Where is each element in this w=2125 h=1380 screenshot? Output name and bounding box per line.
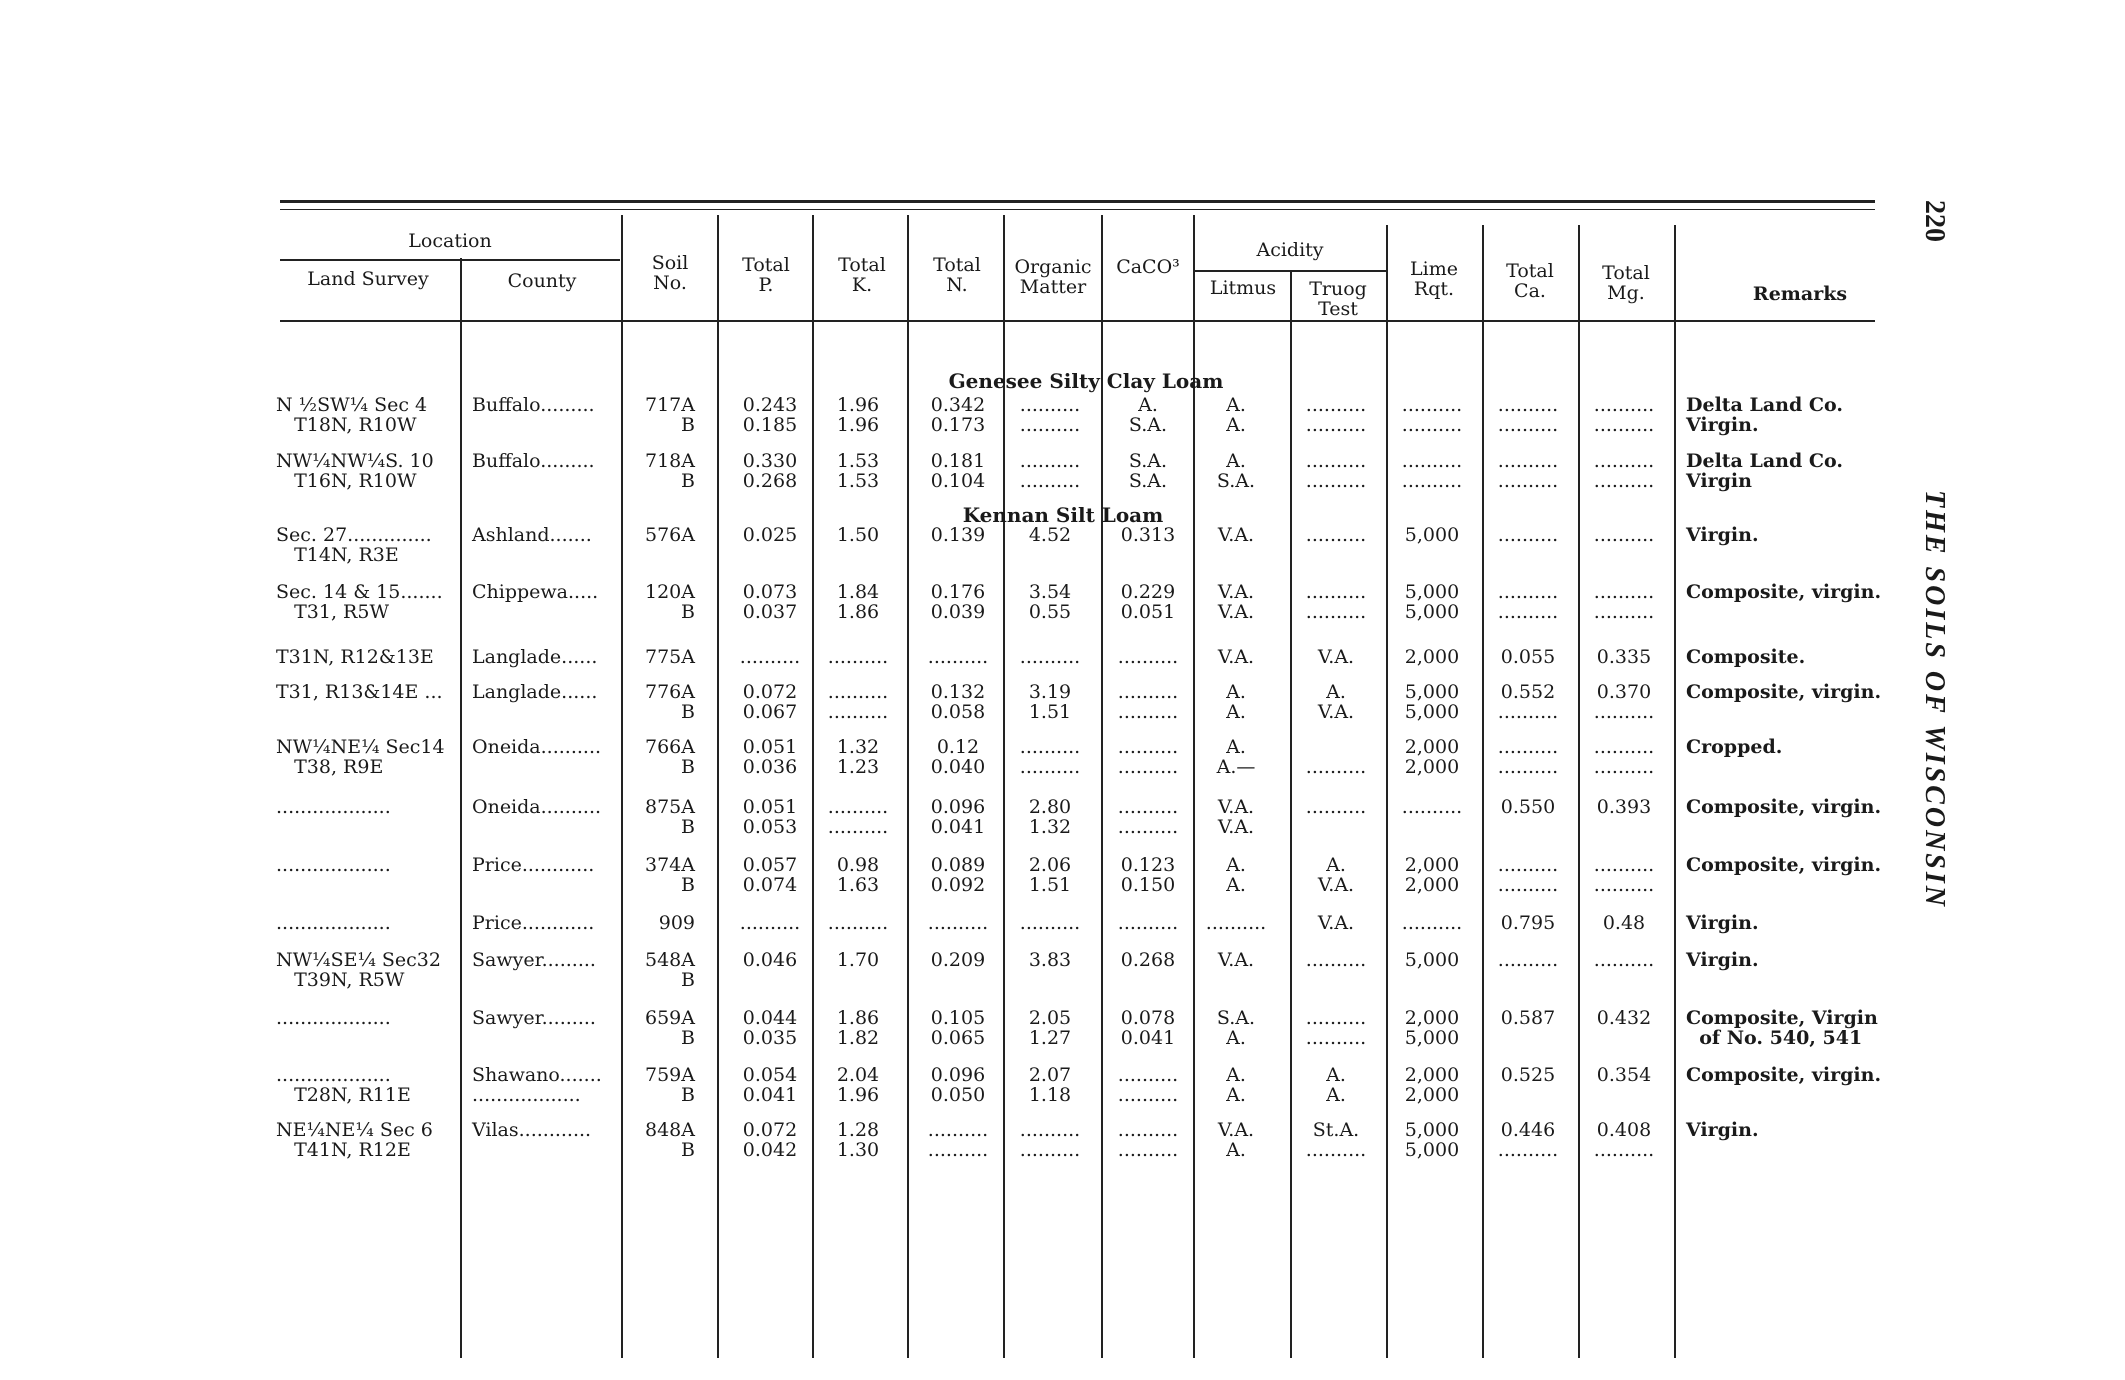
cell-k: .......... .......... [827, 796, 889, 838]
cell-mg: 0.370 .......... [1593, 681, 1655, 723]
header-truog: Truog Test [1309, 278, 1367, 320]
cell-survey: T31, R13&14E ... [276, 681, 443, 703]
cell-remarks: Delta Land Co. Virgin [1686, 450, 1843, 492]
cell-truog: V.A. [1317, 646, 1355, 668]
cell-soil: 576A [645, 524, 695, 546]
cell-remarks: Composite, virgin. [1686, 854, 1882, 876]
cell-mg: 0.354 [1596, 1064, 1652, 1086]
col-line-mg [1578, 225, 1580, 1358]
cell-mg: .......... [1593, 524, 1655, 546]
page-number: 220 [1919, 200, 1950, 242]
cell-soil: 848A B [645, 1119, 695, 1161]
cell-soil: 875A B [645, 796, 695, 838]
cell-om: 2.07 1.18 [1028, 1064, 1072, 1106]
col-line-county [460, 258, 462, 1358]
col-line-lime [1386, 225, 1388, 1358]
cell-mg: .......... [1593, 949, 1655, 971]
cell-lime: 5,000 5,000 [1404, 681, 1460, 723]
cell-ca: .......... [1497, 949, 1559, 971]
cell-ca: 0.795 [1500, 912, 1556, 934]
cell-k: 1.53 1.53 [836, 450, 880, 492]
cell-county: Shawano....... .................. [472, 1064, 602, 1106]
header-remarks: Remarks [1752, 283, 1848, 305]
cell-lime: 2,000 2,000 [1404, 1064, 1460, 1106]
cell-n: .......... [927, 912, 989, 934]
cell-om: .......... [1019, 646, 1081, 668]
top-rule-inner [280, 209, 1875, 210]
cell-survey: Sec. 27.............. T14N, R3E [276, 524, 432, 566]
cell-om: 3.83 [1028, 949, 1072, 971]
cell-remarks: Virgin. [1686, 912, 1759, 934]
cell-lime: .......... .......... [1401, 394, 1463, 436]
cell-litmus: V.A. [1217, 646, 1255, 668]
cell-truog: .......... .......... [1305, 394, 1367, 436]
cell-survey: NW¼NW¼S. 10 T16N, R10W [276, 450, 434, 492]
cell-caco3: S.A. S.A. [1128, 450, 1168, 492]
cell-p: 0.044 0.035 [742, 1007, 798, 1049]
cell-truog: St.A. .......... [1305, 1119, 1367, 1161]
cell-p: .......... [739, 912, 801, 934]
cell-litmus: A. S.A. [1216, 450, 1256, 492]
cell-remarks: Virgin. [1686, 524, 1759, 546]
cell-n: 0.12 0.040 [930, 736, 986, 778]
cell-k: .......... [827, 912, 889, 934]
cell-n: 0.089 0.092 [930, 854, 986, 896]
cell-survey: ................... [276, 912, 391, 934]
cell-k: 1.96 1.96 [836, 394, 880, 436]
cell-county: Sawyer......... [472, 1007, 596, 1029]
cell-n: 0.139 [930, 524, 986, 546]
cell-remarks: Composite, Virgin of No. 540, 541 [1686, 1007, 1878, 1049]
col-line-p [717, 215, 719, 1358]
cell-soil: 759A B [645, 1064, 695, 1106]
header-county: County [507, 270, 577, 292]
col-line-soil [621, 215, 623, 1358]
cell-ca: .......... .......... [1497, 450, 1559, 492]
cell-remarks: Virgin. [1686, 949, 1759, 971]
cell-soil: 659A B [645, 1007, 695, 1049]
cell-lime: .......... [1401, 796, 1463, 818]
cell-truog: A. V.A. [1317, 854, 1355, 896]
cell-county: Price............ [472, 854, 595, 876]
cell-truog: V.A. [1317, 912, 1355, 934]
cell-lime: 5,000 [1404, 949, 1460, 971]
cell-survey: T31N, R12&13E [276, 646, 434, 668]
cell-k: .......... [827, 646, 889, 668]
cell-county: Vilas............ [472, 1119, 592, 1141]
cell-k: 1.32 1.23 [836, 736, 880, 778]
header-total-k: Total K. [838, 254, 886, 296]
cell-litmus: V.A. V.A. [1217, 581, 1255, 623]
cell-truog: .......... [1305, 756, 1367, 778]
cell-p: .......... [739, 646, 801, 668]
cell-soil: 776A B [645, 681, 695, 723]
cell-om: 2.05 1.27 [1028, 1007, 1072, 1049]
cell-caco3: .......... [1117, 912, 1179, 934]
cell-mg: .......... .......... [1593, 854, 1655, 896]
header-location: Location [408, 230, 492, 252]
cell-remarks: Composite, virgin. [1686, 681, 1882, 703]
cell-ca: 0.587 [1500, 1007, 1556, 1029]
header-caco3: CaCO³ [1116, 256, 1180, 278]
cell-k: 1.50 [836, 524, 880, 546]
cell-k: 1.86 1.82 [836, 1007, 880, 1049]
cell-truog: .......... .......... [1305, 1007, 1367, 1049]
cell-om: .......... .......... [1019, 394, 1081, 436]
cell-soil: 909 [658, 912, 695, 934]
cell-county: Sawyer......... [472, 949, 596, 971]
cell-ca: .......... .......... [1497, 854, 1559, 896]
cell-k: 0.98 1.63 [836, 854, 880, 896]
running-title: THE SOILS OF WISCONSIN [1919, 490, 1950, 909]
cell-mg: 0.432 [1596, 1007, 1652, 1029]
cell-om: 2.06 1.51 [1028, 854, 1072, 896]
cell-caco3: .......... .......... [1117, 1064, 1179, 1106]
cell-om: 3.19 1.51 [1028, 681, 1072, 723]
cell-p: 0.046 [742, 949, 798, 971]
cell-remarks: Composite. [1686, 646, 1806, 668]
cell-lime: 2,000 [1404, 646, 1460, 668]
section-title: Genesee Silty Clay Loam [948, 369, 1224, 393]
header-total-mg: Total Mg. [1602, 262, 1650, 304]
cell-caco3: 0.123 0.150 [1120, 854, 1176, 896]
cell-litmus: V.A. V.A. [1217, 796, 1255, 838]
cell-caco3: 0.078 0.041 [1120, 1007, 1176, 1049]
cell-p: 0.051 0.053 [742, 796, 798, 838]
cell-litmus: V.A. A. [1217, 1119, 1255, 1161]
cell-county: Price............ [472, 912, 595, 934]
cell-om: .......... .......... [1019, 450, 1081, 492]
cell-lime: .......... .......... [1401, 450, 1463, 492]
header-lime-rqt: Lime Rqt. [1410, 258, 1458, 300]
cell-survey: Sec. 14 & 15....... T31, R5W [276, 581, 443, 623]
cell-county: Chippewa..... [472, 581, 599, 603]
cell-n: 0.132 0.058 [930, 681, 986, 723]
cell-p: 0.051 0.036 [742, 736, 798, 778]
cell-n: .......... [927, 646, 989, 668]
cell-k: 1.70 [836, 949, 880, 971]
cell-caco3: .......... .......... [1117, 736, 1179, 778]
cell-county: Buffalo......... [472, 394, 595, 416]
cell-caco3: .......... .......... [1117, 796, 1179, 838]
cell-survey: ................... [276, 854, 391, 876]
cell-ca: .......... [1497, 524, 1559, 546]
cell-mg: 0.393 [1596, 796, 1652, 818]
cell-truog: .......... [1305, 949, 1367, 971]
cell-truog: .......... [1305, 796, 1367, 818]
cell-county: Langlade...... [472, 646, 598, 668]
cell-survey: ................... [276, 1007, 391, 1029]
cell-p: 0.057 0.074 [742, 854, 798, 896]
cell-lime: 5,000 [1404, 524, 1460, 546]
cell-litmus: V.A. [1217, 949, 1255, 971]
cell-k: .......... .......... [827, 681, 889, 723]
cell-caco3: 0.229 0.051 [1120, 581, 1176, 623]
header-total-n: Total N. [933, 254, 981, 296]
header-total-p: Total P. [742, 254, 790, 296]
cell-truog: .......... [1305, 524, 1367, 546]
cell-p: 0.072 0.067 [742, 681, 798, 723]
cell-remarks: Composite, virgin. [1686, 796, 1882, 818]
cell-remarks: Composite, virgin. [1686, 1064, 1882, 1086]
header-bottom-rule [280, 320, 1875, 322]
cell-mg: .......... .......... [1593, 394, 1655, 436]
cell-soil: 718A B [645, 450, 695, 492]
cell-n: 0.176 0.039 [930, 581, 986, 623]
cell-remarks: Virgin. [1686, 1119, 1759, 1141]
col-line-truog [1290, 270, 1292, 1358]
cell-litmus: A. A. [1226, 1064, 1246, 1106]
cell-survey: NW¼NE¼ Sec14 T38, R9E [276, 736, 445, 778]
location-underline [280, 259, 620, 261]
cell-lime: 2,000 5,000 [1404, 1007, 1460, 1049]
cell-survey: NE¼NE¼ Sec 6 T41N, R12E [276, 1119, 433, 1161]
header-soil-no: Soil No. [651, 252, 689, 294]
cell-soil: 775A [645, 646, 695, 668]
cell-soil: 548A B [645, 949, 695, 991]
cell-k: 2.04 1.96 [836, 1064, 880, 1106]
cell-truog: .......... .......... [1305, 581, 1367, 623]
cell-truog: A. V.A. [1317, 681, 1355, 723]
cell-mg: 0.408 .......... [1593, 1119, 1655, 1161]
cell-remarks: Cropped. [1686, 736, 1783, 758]
cell-lime: 5,000 5,000 [1404, 581, 1460, 623]
cell-county: Oneida.......... [472, 736, 602, 758]
header-land-survey: Land Survey [307, 268, 429, 290]
cell-remarks: Delta Land Co. Virgin. [1686, 394, 1843, 436]
col-line-ca [1482, 225, 1484, 1358]
header-organic-matter: Organic Matter [1014, 256, 1092, 298]
col-line-remarks [1674, 225, 1676, 1358]
cell-mg: .......... .......... [1593, 736, 1655, 778]
cell-litmus: A. A.— [1216, 736, 1256, 778]
cell-ca: 0.055 [1500, 646, 1556, 668]
cell-n: .......... .......... [927, 1119, 989, 1161]
cell-om: 3.54 0.55 [1028, 581, 1072, 623]
cell-ca: 0.525 [1500, 1064, 1556, 1086]
cell-k: 1.28 1.30 [836, 1119, 880, 1161]
cell-p: 0.073 0.037 [742, 581, 798, 623]
cell-county: Langlade...... [472, 681, 598, 703]
cell-n: 0.342 0.173 [930, 394, 986, 436]
cell-n: 0.209 [930, 949, 986, 971]
cell-soil: 766A B [645, 736, 695, 778]
cell-litmus: V.A. [1217, 524, 1255, 546]
cell-mg: .......... .......... [1593, 581, 1655, 623]
cell-lime: 2,000 2,000 [1404, 854, 1460, 896]
cell-mg: 0.48 [1602, 912, 1646, 934]
cell-lime: 5,000 5,000 [1404, 1119, 1460, 1161]
cell-n: 0.105 0.065 [930, 1007, 986, 1049]
top-rule [280, 200, 1875, 203]
cell-caco3: .......... [1117, 646, 1179, 668]
col-line-k [812, 215, 814, 1358]
cell-ca: 0.446 .......... [1497, 1119, 1559, 1161]
cell-survey: ................... [276, 796, 391, 818]
cell-n: 0.096 0.050 [930, 1064, 986, 1106]
cell-caco3: 0.313 [1120, 524, 1176, 546]
cell-p: 0.054 0.041 [742, 1064, 798, 1106]
cell-om: 4.52 [1028, 524, 1072, 546]
cell-p: 0.025 [742, 524, 798, 546]
cell-litmus: A. A. [1226, 854, 1246, 896]
header-litmus: Litmus [1209, 277, 1277, 299]
cell-truog: A. A. [1326, 1064, 1346, 1106]
cell-county: Buffalo......... [472, 450, 595, 472]
cell-truog: .......... .......... [1305, 450, 1367, 492]
cell-ca: .......... .......... [1497, 581, 1559, 623]
cell-remarks: Composite, virgin. [1686, 581, 1882, 603]
cell-caco3: A. S.A. [1128, 394, 1168, 436]
cell-ca: 0.550 [1500, 796, 1556, 818]
cell-mg: 0.335 [1596, 646, 1652, 668]
cell-om: .......... .......... [1019, 1119, 1081, 1161]
cell-litmus: A. A. [1226, 394, 1246, 436]
cell-litmus: S.A. A. [1216, 1007, 1256, 1049]
cell-n: 0.181 0.104 [930, 450, 986, 492]
cell-n: 0.096 0.041 [930, 796, 986, 838]
cell-mg: .......... .......... [1593, 450, 1655, 492]
col-line-n [907, 215, 909, 1358]
cell-ca: 0.552 .......... [1497, 681, 1559, 723]
cell-litmus: .......... [1205, 912, 1267, 934]
cell-caco3: 0.268 [1120, 949, 1176, 971]
cell-ca: .......... .......... [1497, 736, 1559, 778]
cell-om: 2.80 1.32 [1028, 796, 1072, 838]
cell-p: 0.072 0.042 [742, 1119, 798, 1161]
cell-soil: 120A B [645, 581, 695, 623]
cell-litmus: A. A. [1226, 681, 1246, 723]
cell-om: .......... .......... [1019, 736, 1081, 778]
cell-lime: .......... [1401, 912, 1463, 934]
header-total-ca: Total Ca. [1506, 260, 1554, 302]
cell-lime: 2,000 2,000 [1404, 736, 1460, 778]
cell-survey: ................... T28N, R11E [276, 1064, 411, 1106]
header-acidity: Acidity [1256, 239, 1324, 261]
cell-survey: NW¼SE¼ Sec32 T39N, R5W [276, 949, 441, 991]
cell-county: Ashland....... [472, 524, 592, 546]
cell-ca: .......... .......... [1497, 394, 1559, 436]
cell-caco3: .......... .......... [1117, 1119, 1179, 1161]
cell-om: .......... [1019, 912, 1081, 934]
cell-p: 0.330 0.268 [742, 450, 798, 492]
cell-survey: N ½SW¼ Sec 4 T18N, R10W [276, 394, 428, 436]
cell-soil: 717A B [645, 394, 695, 436]
cell-soil: 374A B [645, 854, 695, 896]
section-title: Kennan Silt Loam [962, 503, 1164, 527]
cell-caco3: .......... .......... [1117, 681, 1179, 723]
cell-p: 0.243 0.185 [742, 394, 798, 436]
cell-k: 1.84 1.86 [836, 581, 880, 623]
cell-county: Oneida.......... [472, 796, 602, 818]
